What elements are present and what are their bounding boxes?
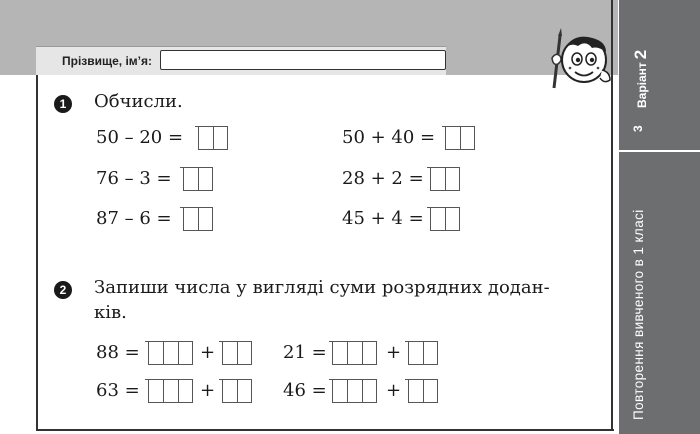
math-expression: 28 + 2 =	[342, 168, 424, 189]
page-number: 3	[631, 125, 645, 132]
pencil-boy-mascot-icon	[546, 22, 618, 92]
plus-sign: +	[200, 380, 216, 401]
variant-label	[631, 50, 651, 108]
plus-sign: +	[200, 342, 216, 363]
variant-number: 2	[631, 49, 650, 60]
math-expression: 45 + 4 =	[342, 208, 424, 229]
task-number-badge: 1	[54, 95, 72, 113]
task-instruction-line: ків.	[94, 302, 127, 323]
plus-sign: +	[386, 380, 402, 401]
name-input-field[interactable]	[160, 50, 446, 70]
math-expression: 88 =	[96, 342, 140, 363]
plus-sign: +	[386, 342, 402, 363]
section-title: Повторення вивченого в 1 класі	[631, 209, 646, 420]
name-strip	[36, 46, 446, 75]
math-expression: 50 + 40 =	[342, 127, 436, 148]
task-instruction: Обчисли.	[94, 91, 183, 112]
variant-text: Варіант	[635, 62, 649, 108]
math-expression: 76 – 3 =	[96, 168, 172, 189]
task-number-badge: 2	[54, 281, 72, 299]
math-expression: 46 =	[283, 380, 327, 401]
name-label: Прізвище, ім’я:	[62, 54, 153, 68]
math-expression: 21 =	[283, 342, 327, 363]
math-expression: 87 – 6 =	[96, 208, 172, 229]
task-instruction-line: Запиши числа у вигляді суми розрядних додан-	[94, 277, 550, 298]
math-expression: 50 – 20 =	[96, 127, 184, 148]
math-expression: 63 =	[96, 380, 140, 401]
